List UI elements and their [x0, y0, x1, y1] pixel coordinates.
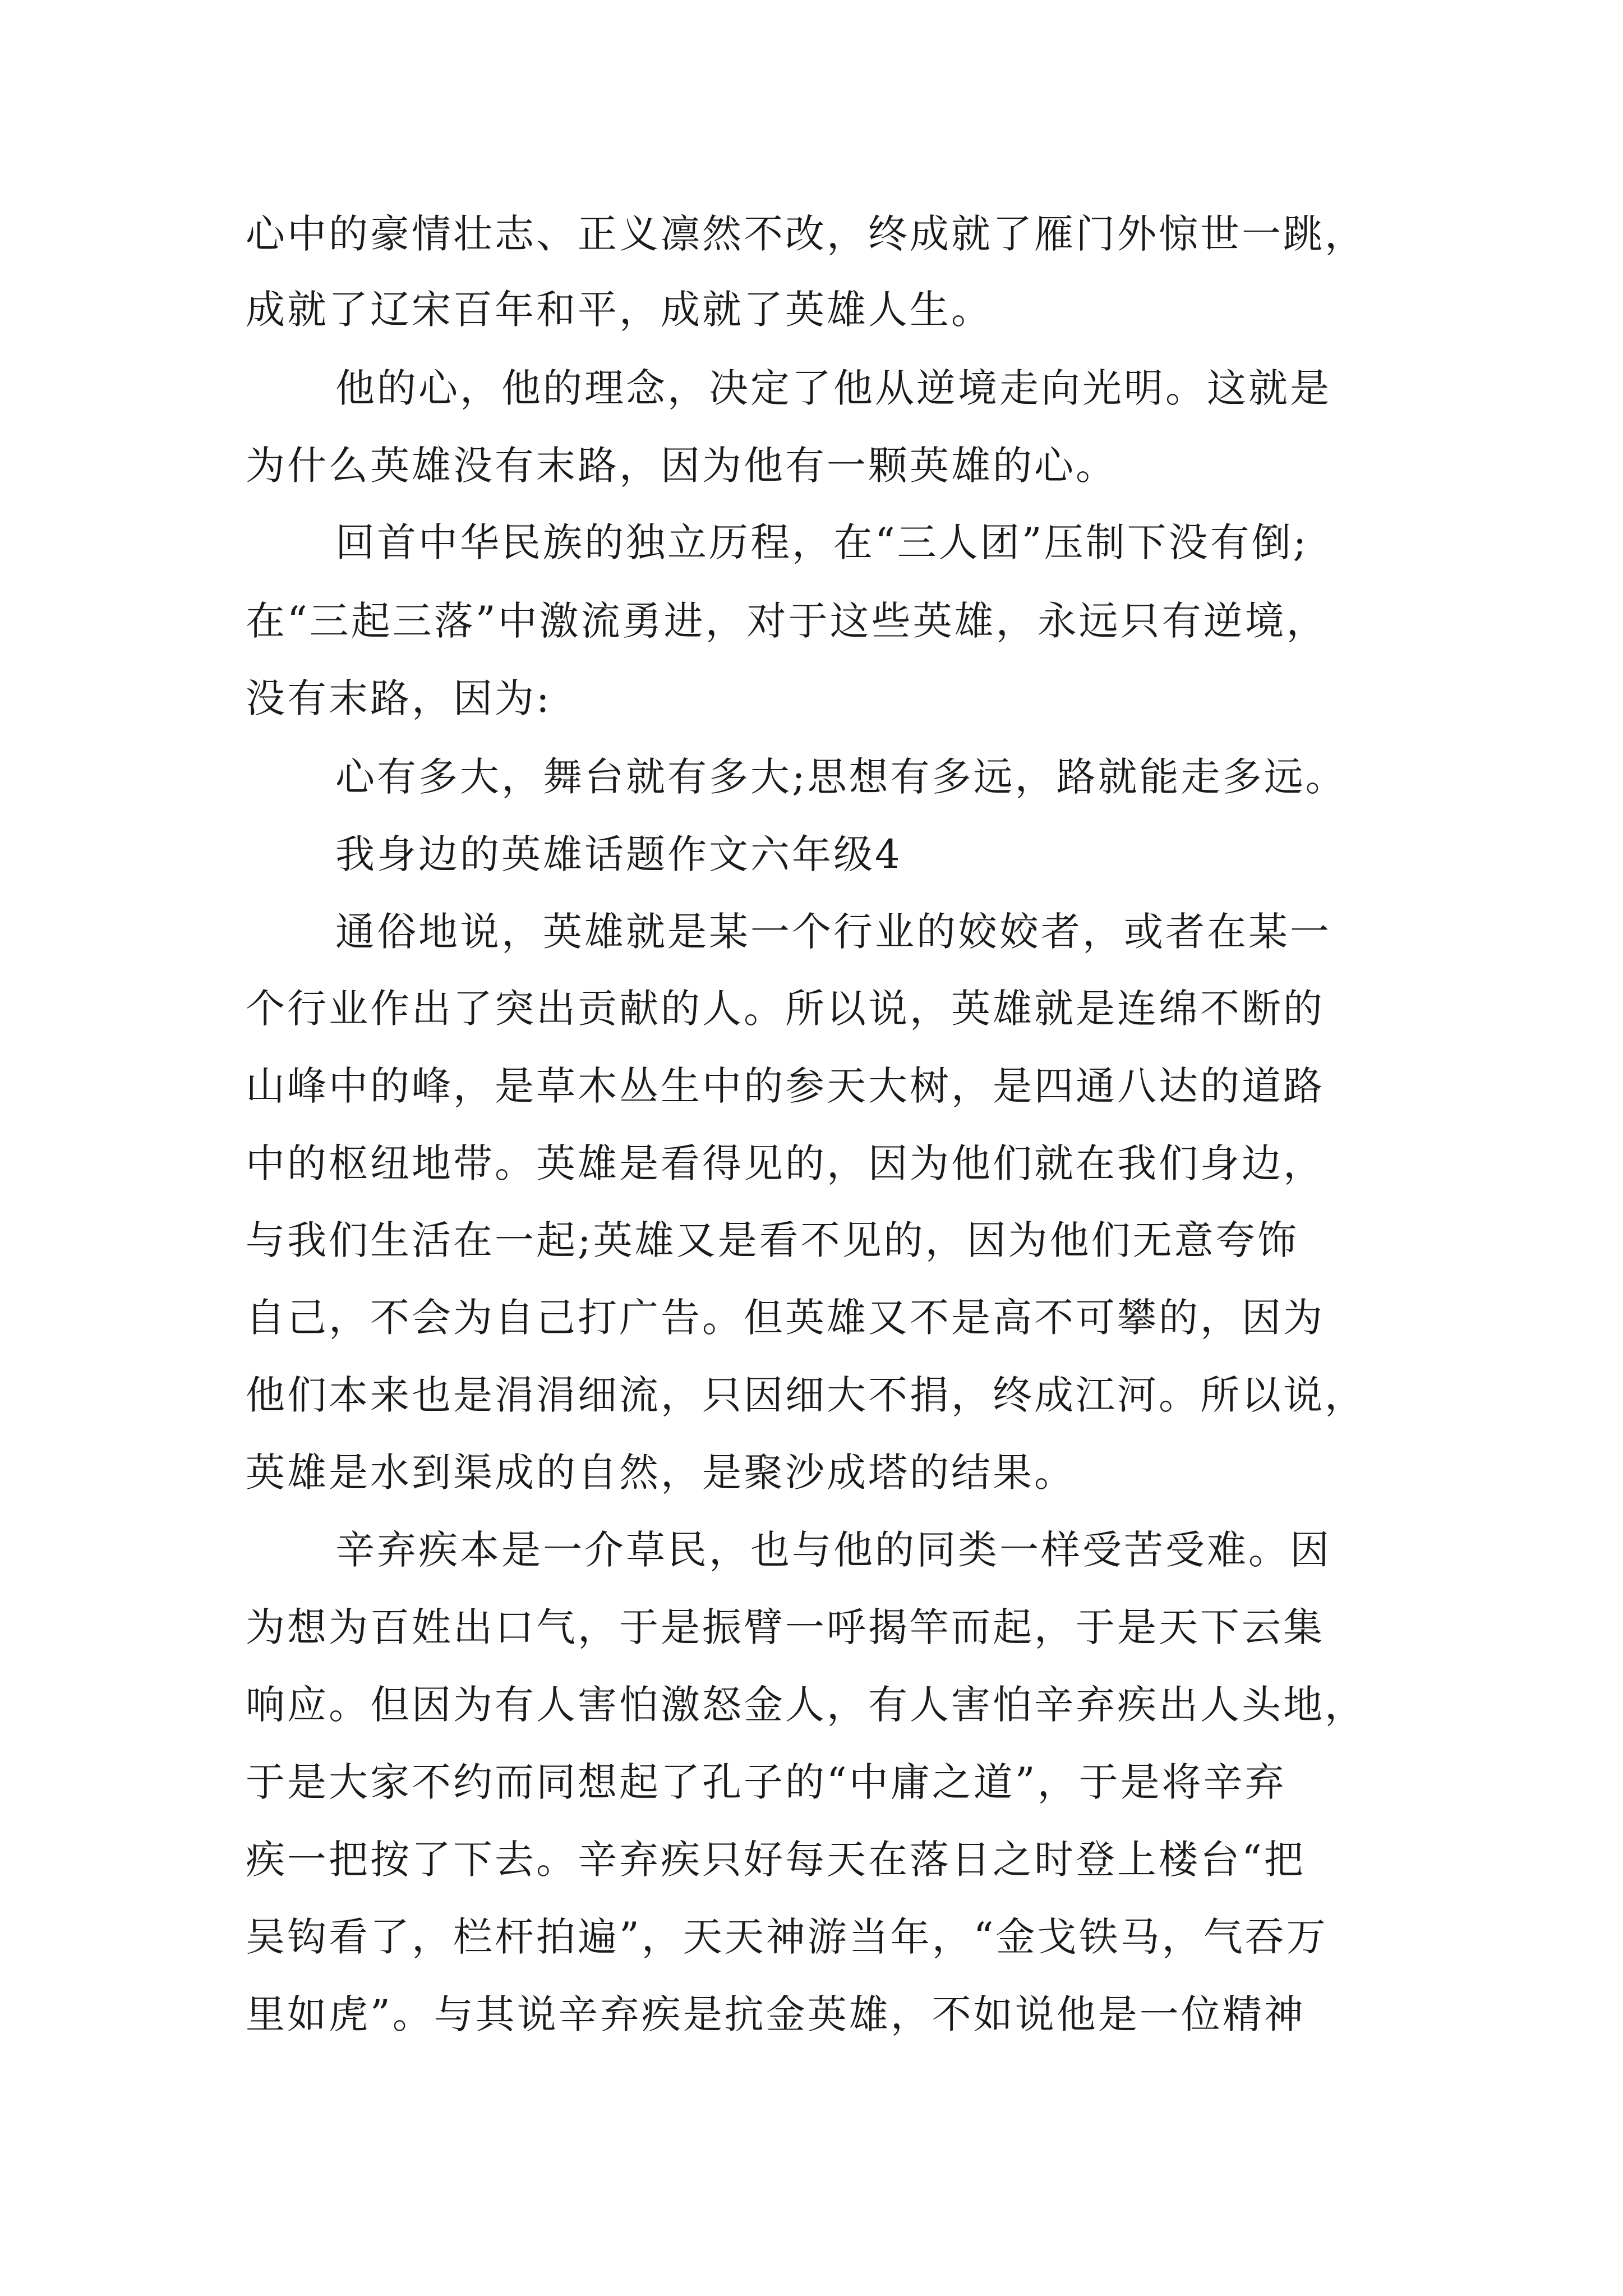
text-line: 在“三起三落”中激流勇进，对于这些英雄，永远只有逆境， [246, 598, 1328, 644]
text-line: 成就了辽宋百年和平，成就了英雄人生。 [246, 287, 993, 333]
text-line: 与我们生活在一起;英雄又是看不见的，因为他们无意夸饰 [246, 1217, 1299, 1263]
paragraph-first-line: 回首中华民族的独立历程，在“三人团”压制下没有倒; [335, 519, 1309, 565]
text-line: 里如虎”。与其说辛弃疾是抗金英雄，不如说他是一位精神 [246, 1991, 1306, 2037]
text-line: 疾一把按了下去。辛弃疾只好每天在落日之时登上楼台“把 [246, 1837, 1306, 1883]
text-line: 山峰中的峰，是草木丛生中的参天大树，是四通八达的道路 [246, 1063, 1325, 1109]
text-line: 响应。但因为有人害怕激怒金人，有人害怕辛弃疾出人头地， [246, 1682, 1366, 1728]
text-line: 英雄是水到渠成的自然，是聚沙成塔的结果。 [246, 1450, 1076, 1496]
paragraph-first-line: 心有多大，舞台就有多大;思想有多远，路就能走多远。 [335, 754, 1347, 800]
text-line: 自己，不会为自己打广告。但英雄又不是高不可攀的，因为 [246, 1295, 1325, 1341]
text-line: 吴钩看了，栏杆拍遍”，天天神游当年，“金戈铁马，气吞万 [246, 1914, 1328, 1960]
paragraph-first-line: 通俗地说，英雄就是某一个行业的姣姣者，或者在某一 [335, 909, 1331, 955]
text-line: 于是大家不约而同想起了孔子的“中庸之道”，于是将辛弃 [246, 1759, 1287, 1805]
paragraph-first-line: 辛弃疾本是一介草民，也与他的同类一样受苦受难。因 [335, 1527, 1331, 1573]
text-line: 中的枢纽地带。英雄是看得见的，因为他们就在我们身边， [246, 1140, 1325, 1186]
text-line: 他们本来也是涓涓细流，只因细大不捐，终成江河。所以说， [246, 1372, 1366, 1418]
paragraph-first-line: 他的心，他的理念，决定了他从逆境走向光明。这就是 [335, 365, 1331, 411]
text-line: 为什么英雄没有末路，因为他有一颗英雄的心。 [246, 443, 1117, 489]
section-heading: 我身边的英雄话题作文六年级4 [335, 831, 902, 877]
text-line: 为想为百姓出口气，于是振臂一呼揭竿而起，于是天下云集 [246, 1604, 1325, 1650]
text-line: 没有末路，因为: [246, 675, 552, 721]
text-line: 个行业作出了突出贡献的人。所以说，英雄就是连绵不断的 [246, 986, 1325, 1032]
text-line: 心中的豪情壮志、正义凛然不改，终成就了雁门外惊世一跳， [246, 211, 1366, 257]
